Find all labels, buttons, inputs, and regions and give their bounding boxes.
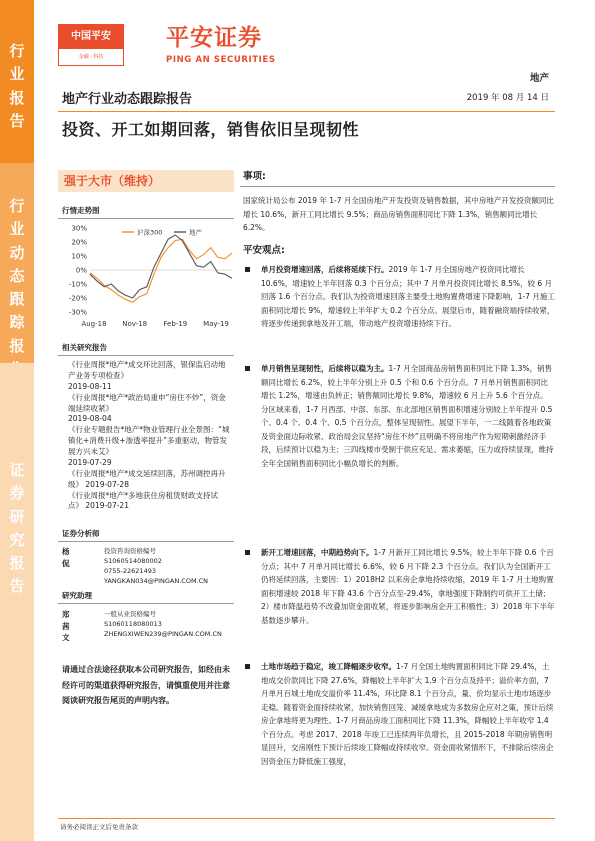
related-item[interactable]: [68, 425, 230, 469]
sector-label: 地产: [529, 73, 549, 84]
legend-label: 地产: [189, 228, 202, 237]
sidebar-char: 业: [9, 65, 25, 84]
viewpoint-bullet: [243, 263, 555, 331]
bullet-body: 1-7 月全国商品房销售面积同比下降 1.3%，销售额同比增长 6.2%，较上半年分别上升 0.5 个和 0.6 个百分点。7 月单月销售面积同比增长 1.2%，增速由负转正；销售额同比增长 9.8%，增速较 6 月上升 5.6 个百分点。分区域来看，1-7 月西部、中部、东部、东北部地区销售面积增速分别较上半年提升 0.5 个、0.4 个、0.4 个、0.5 个百分点，整体呈现韧性。展望下半年，一二线随着各地政策及资金面边际收紧、政治局会议坚持“房住不炒”且明确不将房地产作为短期刺激经济手段，后续预计以稳为主；三四线楼市受制于供应充足、需求萎缩，压力或持续显现，维持全年全国销售面积同比小幅负增长的判断。: [261, 364, 554, 468]
x-tick-label: Nov-18: [122, 320, 148, 328]
sidebar-char: 究: [9, 530, 25, 549]
rating-badge: 强于大市（维持）: [58, 170, 234, 192]
sidebar-char: 行: [9, 197, 25, 215]
x-tick-label: Feb-19: [163, 320, 188, 328]
header-rule: [58, 111, 555, 112]
analyst-info-line: 投资咨询资格编号: [104, 547, 156, 555]
y-tick-label: -20%: [68, 294, 87, 303]
analyst-email[interactable]: YANGKAN034@PINGAN.COM.CN: [104, 577, 209, 586]
related-title: 《行业专题报告*地产*物业管理行业全景图：“城镇化+消费升级+渗透率提升”多重驱动，物管发展方兴未艾》: [68, 425, 230, 456]
related-title: 《行业周报*地产*成交延续回落，苏州调控再升级》: [68, 468, 226, 489]
related-date: 2019-08-04: [68, 414, 112, 424]
trend-label: 行情走势图: [62, 206, 100, 215]
related-title: 《行业周报*地产*政治局重申“房住不炒”，资金端延续收紧》: [68, 392, 226, 413]
logo-box-text: 中国平安: [59, 25, 123, 49]
assistant-email[interactable]: ZHENGXIWEN239@PINGAN.COM.CN: [104, 630, 222, 639]
report-type: 地产行业动态跟踪报告: [62, 92, 193, 107]
sidebar-char: 告: [9, 577, 25, 596]
bullet-lead: 新开工增速回落，中期趋势向下。: [261, 548, 374, 557]
bullet-lead: 土地市场趋于稳定，竣工降幅逐步收窄。: [261, 662, 396, 671]
viewpoint-title: 平安观点:: [243, 245, 285, 256]
sidebar-char: 报: [9, 88, 25, 107]
y-tick-label: 0%: [75, 266, 87, 275]
sidebar-char: 证: [9, 461, 25, 479]
sidebar-block-dynamic: [0, 163, 34, 363]
analyst-info-line: 0755-22621493: [104, 567, 156, 576]
y-tick-label: -30%: [68, 308, 87, 317]
bullet-lead: 单月销售呈现韧性，后续将以稳为主。: [261, 364, 389, 373]
sidebar-char: 业: [9, 220, 25, 239]
viewpoint-bullet: [243, 362, 555, 470]
related-title: 《行业周报*地产*多地获住房租赁财政支持试点》: [68, 490, 218, 511]
footer-rule: [58, 818, 555, 819]
series-line-1: [90, 235, 232, 298]
sidebar-char: 告: [9, 111, 25, 130]
related-item[interactable]: [68, 360, 230, 393]
y-tick-label: 30%: [71, 224, 87, 233]
bullet-body: 1-7 月全国土地购置面积同比下降 29.4%，土地成交价款同比下降 27.6%，降幅较上半年扩大 1.9 个百分点及持平；溢价率方面，7 月单月百城土地成交溢价率 11.4%，环比降 8.1 个百分点，量、价均显示土地市场逐步走稳。随着资金面持续收紧，加快销售回笼、减缓拿地成为多数房企应对之策，预计后续房企拿地将更为理性。1-7 月商品房竣工面积同比下降 11.3%，降幅较上半年收窄 1.4 个百分点。考虑 2017、2018 年竣工已连续两年负增长，且 2015-2018 年期房销售明显回升，交房刚性下预计后续竣工降幅或持续收窄。资金面收紧情形下，不排除后续房企因资金压力降低施工强度，: [261, 662, 554, 766]
related-list: [68, 360, 230, 512]
x-tick-label: May-19: [203, 320, 229, 328]
sidebar-char: 报: [9, 554, 25, 572]
securities-logo-cn: 平安证券: [166, 25, 262, 51]
related-date: 2019-08-11: [68, 381, 112, 391]
sidebar-char: 券: [9, 484, 25, 503]
assistant-info-line: 一般从业资格编号: [104, 610, 156, 618]
disclaimer-notice: 请通过合法途径获取本公司研究报告，如经由未经许可的渠道获得研究报告，请慎重使用并注意阅读研究报告尾页的声明内容。: [62, 665, 230, 706]
logo-box-sub: 金融 · 科技: [78, 54, 104, 60]
sidebar-char: 跟: [9, 290, 25, 308]
analyst-info-line: S1060514080002: [104, 557, 162, 566]
trend-chart: [60, 222, 236, 330]
y-tick-label: 10%: [71, 252, 87, 261]
divider: [240, 186, 555, 187]
sidebar-char: 研: [9, 507, 25, 526]
analyst-label: 证券分析师: [62, 529, 100, 538]
sidebar-block-securities: [0, 363, 34, 841]
event-title: 事项:: [243, 171, 266, 182]
sidebar-char: 行: [9, 42, 25, 60]
report-date: 2019 年 08 月 14 日: [466, 93, 549, 103]
divider: [58, 603, 234, 604]
event-body: 国家统计局公布 2019 年 1-7 月全国房地产开发投资及销售数据，其中房地产开发投资额同比增长 10.6%，新开工同比增长 9.5%；商品房销售面积同比下降 1.3%，销售额同比增长 6.2%。: [243, 196, 554, 232]
sidebar-char: 态: [9, 266, 25, 285]
divider: [58, 355, 234, 356]
pingan-group-logo: [58, 24, 124, 66]
y-tick-label: 20%: [71, 238, 87, 247]
related-label: 相关研究报告: [62, 343, 107, 352]
assistant-label: 研究助理: [62, 591, 92, 600]
related-title: 《行业周报*地产*成交环比回落，银保监启动地产业务专项检查》: [68, 360, 226, 380]
analyst-name: 杨侃: [62, 547, 70, 568]
sidebar-char: 报: [9, 336, 25, 355]
related-item[interactable]: [68, 491, 230, 513]
viewpoint-bullet: [243, 546, 555, 627]
related-date: 2019-07-21: [85, 501, 129, 511]
y-tick-label: -10%: [68, 280, 87, 289]
legend-label: 沪深300: [137, 228, 163, 237]
assistant-info-line: S1060118080013: [104, 620, 162, 629]
bullet-lead: 单月投资增速回落，后续将延续下行。: [261, 265, 389, 274]
related-date: 2019-07-29: [68, 457, 112, 467]
x-tick-label: Aug-18: [81, 320, 107, 328]
series-line-0: [90, 239, 232, 302]
sidebar-char: 踪: [9, 313, 25, 332]
viewpoint-bullet: [243, 660, 555, 768]
sidebar-block-report: [0, 0, 34, 163]
assistant-name: 郑茜文: [62, 610, 70, 643]
divider: [58, 541, 234, 542]
bullet-body: 1-7 月新开工同比增长 9.5%，较上半年下降 0.6 个百分点；其中 7 月单月同比增长 6.6%，较 6 月下降 2.3 个百分点。我们认为全国新开工仍将延续回落，主要因：1）2018H2 以来房企拿地持续收缩，2019 年 1-7 月土地购置面积增速较 2018 年下降 43.6 个百分点至-29.4%，拿地强度下降制约可供开工土储；2）楼市降温趋势不改叠加资金面收紧，将逐步影响房企开工积极性；3）2018 年下半年基数逐步攀升。: [261, 548, 555, 625]
divider: [58, 218, 234, 219]
related-item[interactable]: [68, 393, 230, 426]
related-date: 2019-07-28: [85, 479, 129, 489]
securities-logo-en: PING AN SECURITIES: [166, 55, 276, 65]
bullet-body: 2019 年 1-7 月全国房地产投资同比增长 10.6%，增速较上半年回落 0.3 个百分点；其中 7 月单月投资同比增长 8.5%，较 6 月回落 1.6 个百分点。我们认为投资增速回落主要受土地购置费增速下降影响，1-7 月施工面积同比增长 9%，增速较上半年扩大 0.2 个百分点。展望后市，随着融资端持续收紧，将逐步传递到拿地及开工端，带动地产投资增速持续下行。: [261, 265, 555, 328]
related-item[interactable]: [68, 469, 230, 491]
sidebar-char: 动: [9, 243, 25, 262]
footer-text: 请务必阅读正文后免责条款: [60, 823, 138, 831]
page-title: 投资、开工如期回落，销售依旧呈现韧性: [62, 120, 360, 139]
